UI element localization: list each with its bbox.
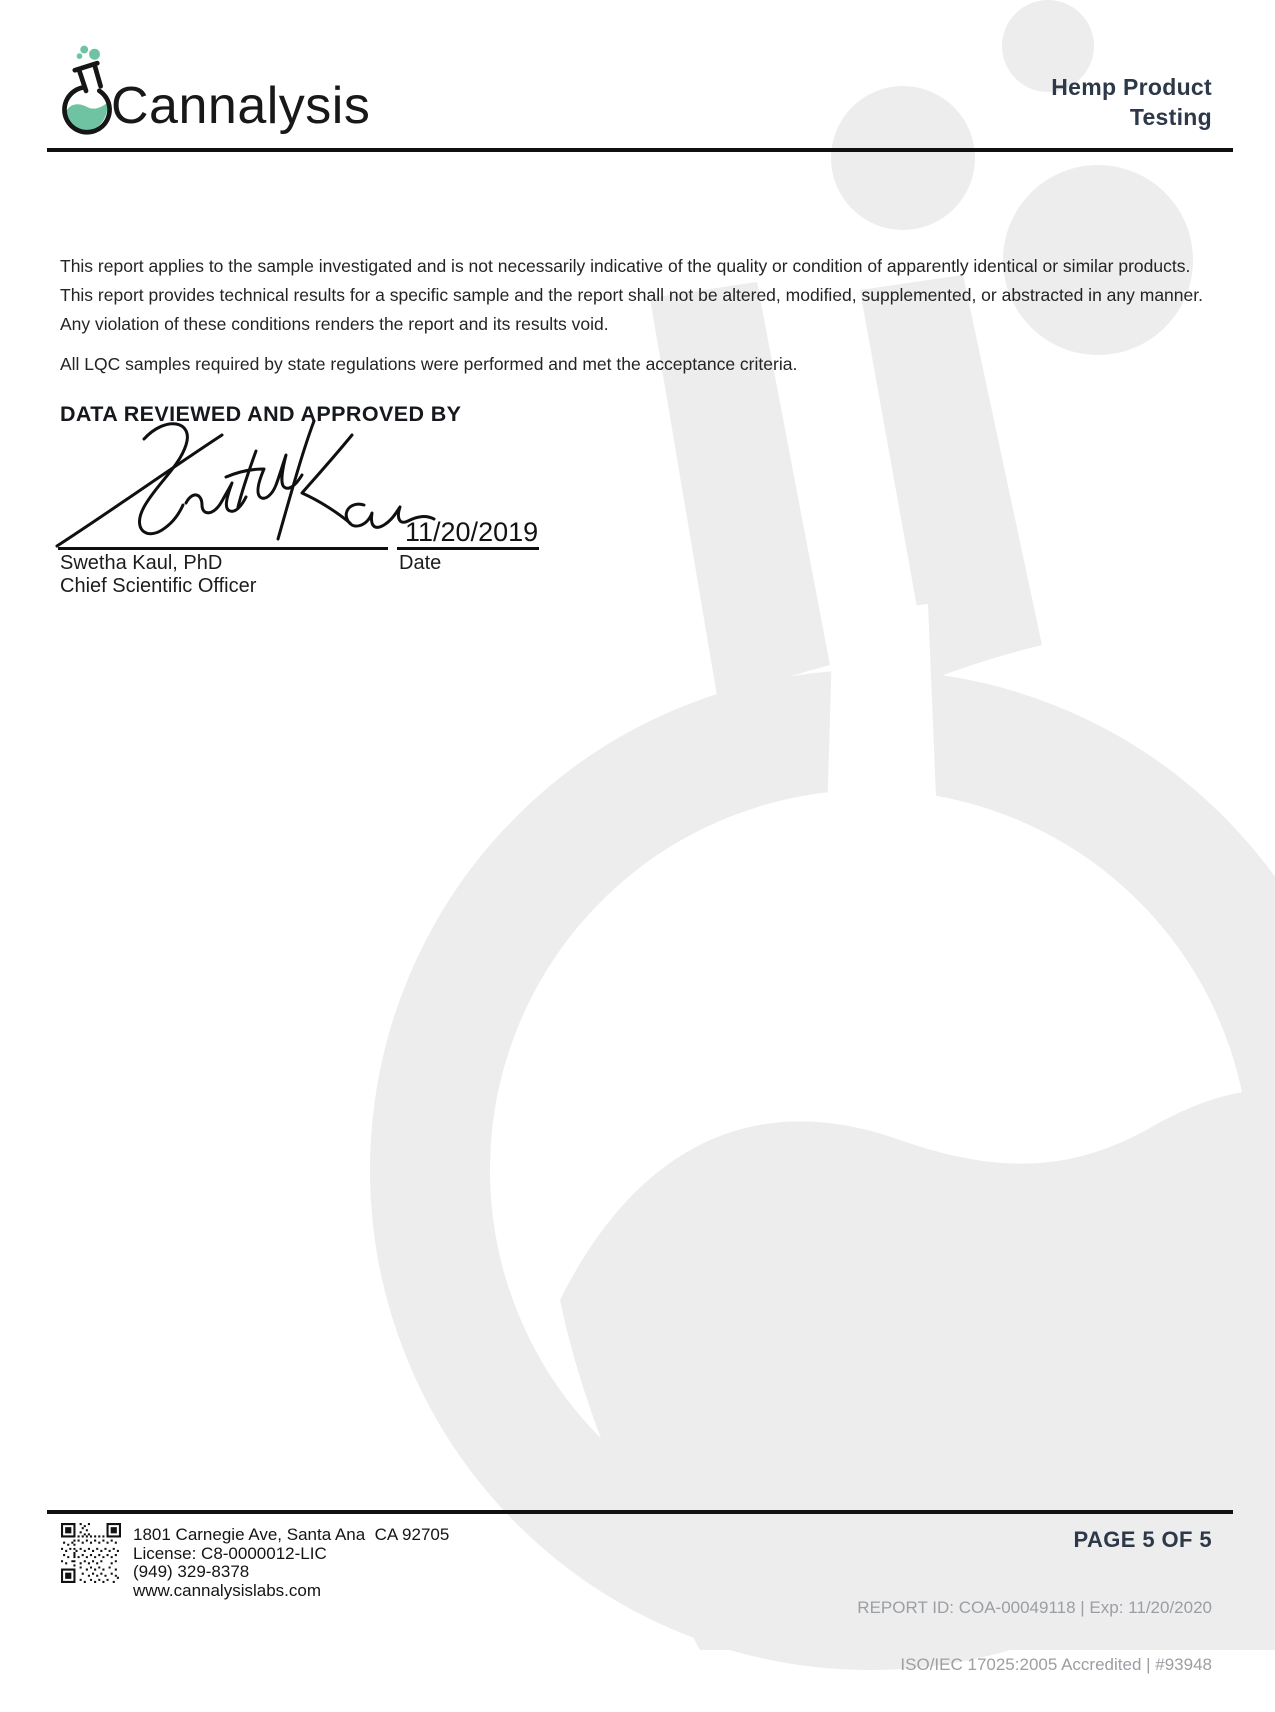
lab-address: 1801 Carnegie Ave, Santa Ana CA 92705 — [133, 1525, 450, 1544]
signature-line — [58, 547, 388, 550]
disclaimer-line: Any violation of these conditions renders the report and its results void. — [60, 314, 609, 334]
approval-date: 11/20/2019 — [405, 517, 539, 547]
disclaimer-line: This report provides technical results for a specific sample and the report shall not be altered, modified, supplemented, or abstracted in any manner. — [60, 285, 1203, 305]
lab-phone: (949) 329-8378 — [133, 1562, 250, 1582]
approval-heading: DATA REVIEWED AND APPROVED BY — [60, 402, 462, 426]
watermark-neck-opening — [826, 604, 938, 852]
brand-wordmark: Cannalysis — [111, 77, 371, 135]
signer-name: Swetha Kaul, PhD — [60, 552, 223, 574]
lab-website: www.cannalysislabs.com — [133, 1580, 322, 1600]
lqc-statement: All LQC samples required by state regulations were performed and met the acceptance criteria. — [60, 354, 798, 374]
qr-code-icon — [61, 1523, 121, 1583]
lab-license: License: C8-0000012-LIC — [133, 1543, 327, 1563]
page-indicator: PAGE 5 OF 5 — [1073, 1527, 1212, 1552]
signer-block — [60, 552, 256, 598]
footer-divider — [47, 1510, 1233, 1514]
report-id-line: REPORT ID: COA-00049118 | Exp: 11/20/2020 — [857, 1598, 1212, 1617]
date-label: Date — [399, 552, 442, 574]
signature-image — [52, 413, 424, 555]
cannalysis-flask-logo-icon — [56, 42, 118, 136]
report-meta — [857, 1560, 1212, 1712]
date-line — [397, 547, 539, 550]
document-title-line2: Testing — [1129, 104, 1212, 130]
lab-contact-block — [133, 1526, 449, 1600]
accreditation-line: ISO/IEC 17025:2005 Accredited | #93948 — [900, 1655, 1212, 1674]
header-divider — [47, 148, 1233, 152]
watermark-neck-left — [650, 282, 830, 702]
document-title-line1: Hemp Product — [1051, 74, 1212, 100]
watermark-bubble-medium — [831, 86, 975, 230]
signer-title: Chief Scientific Officer — [60, 575, 257, 597]
footer-meta-block — [857, 1527, 1212, 1712]
disclaimer-line: This report applies to the sample investigated and is not necessarily indicative of the quality or condition of apparently identical or similar products. — [60, 256, 1191, 276]
disclaimer-paragraph — [60, 252, 1203, 339]
document-title — [1051, 72, 1212, 132]
